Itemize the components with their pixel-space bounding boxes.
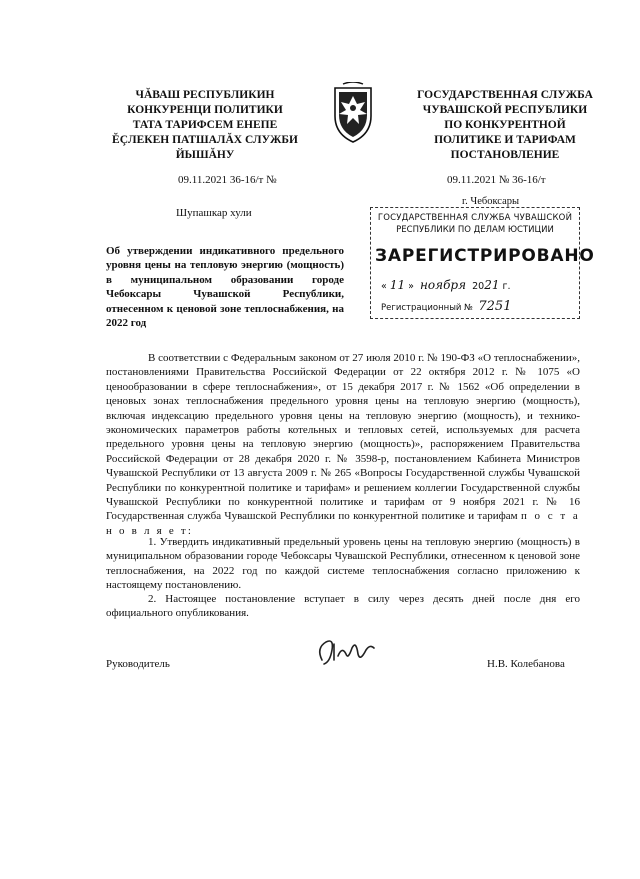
city-left: Шупашкар хули — [176, 207, 252, 219]
resolves-word: п о с т а н о в л я е т: — [106, 510, 581, 537]
signer-role: Руководитель — [106, 658, 170, 670]
paragraph-preamble — [106, 351, 580, 538]
stamp-reg-label: Регистрационный № — [381, 303, 473, 313]
header-left-line: ТАТА ТАРИФСЕМ ЕНЕПЕ — [132, 119, 278, 131]
header-right-line: ПОСТАНОВЛЕНИЕ — [450, 149, 560, 161]
registration-stamp — [370, 207, 595, 319]
header-left — [100, 88, 310, 163]
paragraph-item-1: 1. Утвердить индикативный предельный уровень цены на тепловую энергию (мощность) в муниципальном образовании городе Чебоксары Чувашской Республики, отнесенном к ценовой зоне теплоснабжения, на 2022 год по каждой системе теплоснабжения согласно приложению к настоящему постановлению. — [106, 536, 580, 592]
stamp-date-open: « — [381, 281, 387, 292]
signature-icon — [312, 634, 382, 670]
header-right-line: ПОЛИТИКЕ И ТАРИФАМ — [434, 134, 576, 146]
stamp-year-unit: г. — [502, 281, 511, 292]
document-title: Об утверждении индикативного предельного уровня цены на тепловую энергию (мощность) в муниципальном образовании городе Чебоксары Чувашской Республики, отнесенном к ценовой зоне теплоснабжения, на 2022 год — [106, 245, 344, 330]
city-right: г. Чебоксары — [462, 196, 520, 207]
stamp-reg-number: 7251 — [478, 299, 512, 314]
stamp-month: ноября — [420, 278, 467, 292]
stamp-day: 11 — [389, 278, 406, 292]
stamp-year-suffix: 21 — [484, 278, 500, 292]
stamp-registration — [381, 299, 511, 314]
header-right-line: ЧУВАШСКОЙ РЕСПУБЛИКИ — [422, 104, 588, 116]
header-left-line: ĔÇЛЕКЕН ПАТШАЛĂХ СЛУЖБИ — [112, 134, 298, 146]
stamp-registered-label: ЗАРЕГИСТРИРОВАНО — [375, 246, 595, 266]
signer-name: Н.В. Колебанова — [487, 658, 565, 670]
header-left-line: КОНКУРЕНЦИ ПОЛИТИКИ — [127, 104, 283, 116]
stamp-authority-line1: ГОСУДАРСТВЕННАЯ СЛУЖБА ЧУВАШСКОЙ — [377, 213, 573, 223]
stamp-authority-line2: РЕСПУБЛИКИ ПО ДЕЛАМ ЮСТИЦИИ — [396, 225, 554, 235]
header-right-line: ПО КОНКУРЕНТНОЙ — [444, 119, 566, 131]
stamp-date-close: » — [408, 281, 414, 292]
header-left-line: ЧĂВАШ РЕСПУБЛИКИН — [135, 89, 275, 101]
document-number-left: 09.11.2021 36-16/т № — [178, 174, 277, 186]
stamp-date — [381, 278, 511, 292]
coat-of-arms-icon — [329, 82, 377, 144]
header-right-line: ГОСУДАРСТВЕННАЯ СЛУЖБА — [417, 89, 593, 101]
preamble-text: В соответствии с Федеральным законом от 27 июля 2010 г. № 190-ФЗ «О теплоснабжении», постановлениями Правительства Российской Федерации от 22 октября 2012 г. № 1075 «О ценообразовании в сфере теплоснабжения», от 15 декабря 2017 г. № 1562 «Об определении в ценовых зонах теплоснабжения предельного уровня цены на тепловую энергию (мощность), включая индексацию предельного уровня цены на тепловую энергию (мощность), и технико-экономических параметров работы котельных и тепловых сетей, используемых для расчета предельного уровня цены на тепловую энергию (мощность)», распоряжением Правительства Российской Федерации от 28 декабря 2020 г. № 3598-р, постановлением Кабинета Министров Чувашской Республики от 13 августа 2009 г. № 265 «Вопросы Государственной службы Чувашской Республики по конкурентной политике и тарифам» и решением коллегии Государственной службы Чувашской Республики по конкурентной политике и тарифам от 9 ноября 2021 г. № 16 Государственная служба Чувашской Республики по конкурентной политике и тарифам — [106, 352, 580, 523]
stamp-year-prefix: 20 — [472, 281, 485, 292]
paragraph-item-2: 2. Настоящее постановление вступает в силу через десять дней после дня его официального опубликования. — [106, 593, 580, 620]
header-left-line: ЙЫШĂНУ — [175, 149, 235, 161]
header-right — [395, 88, 615, 163]
document-number-right: 09.11.2021 № 36-16/т — [447, 174, 546, 186]
